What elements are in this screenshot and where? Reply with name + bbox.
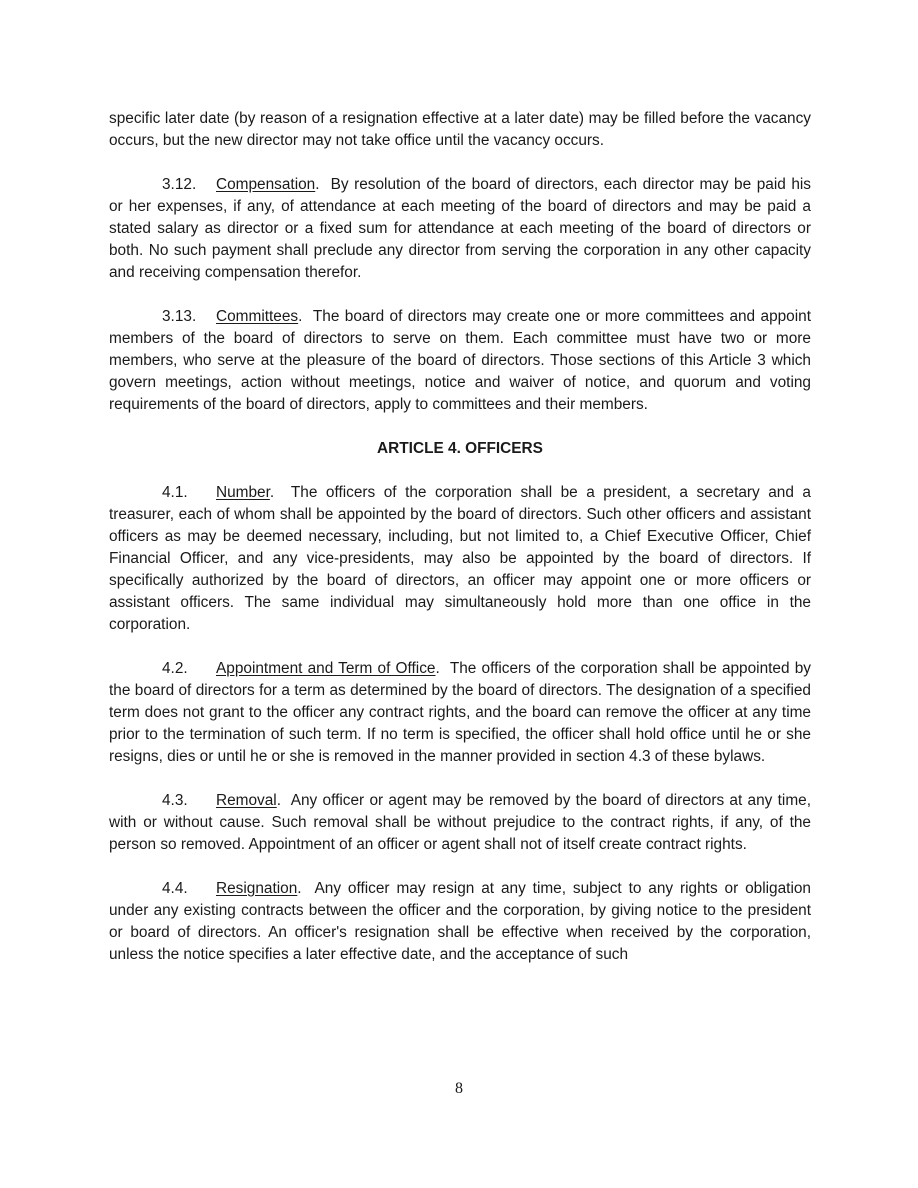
section-number: 4.1. [162,484,188,501]
section-4-3: 4.3. Removal. Any officer or agent may be removed by the board of directors at any time, with or without cause. Such removal shall be without prejudice to the contract rights, if any, of the person so removed. Appointment of an officer or agent shall not of itself create contract rights. [109,792,811,853]
section-text: Any officer or agent may be removed by the board of directors at any time, with or without cause. Such removal shall be without prejudice to the contract rights, if any, of the person so removed. Appointment of an officer or agent shall not of itself create contract rights. [109,792,811,853]
section-heading: Appointment and Term of Office [216,660,436,677]
section-text: The board of directors may create one or more committees and appoint members of the board of directors to serve on them. Each committee must have two or more members, who serve at the pleasure of the board of directors. Those sections of this Article 3 which govern meetings, action without meetings, notice and waiver of notice, and quorum and voting requirements of the board of directors, apply to committees and their members. [109,308,811,413]
section-number: 4.4. [162,880,188,897]
continuation-paragraph: specific later date (by reason of a resignation effective at a later date) may be filled before the vacancy occurs, but the new director may not take office until the vacancy occurs. [109,110,811,149]
section-number: 4.3. [162,792,188,809]
section-4-1: 4.1. Number. The officers of the corporation shall be a president, a secretary and a treasurer, each of whom shall be appointed by the board of directors. Such other officers and assistant officers as may be deemed necessary, including, but not limited to, a Chief Executive Officer, Chief Financial Officer, and any vice-presidents, may also be appointed by the board of directors. If specifically authorized by the board of directors, an officer may appoint one or more officers or assistant officers. The same individual may simultaneously hold more than one office in the corporation. [109,484,811,633]
section-4-4: 4.4. Resignation. Any officer may resign at any time, subject to any rights or obligation under any existing contracts between the officer and the corporation, by giving notice to the president or board of directors. An officer's resignation shall be effective when received by the corporation, unless the notice specifies a later effective date, and the acceptance of such [109,880,811,963]
section-heading: Number [216,484,270,501]
section-text: Any officer may resign at any time, subject to any rights or obligation under any existing contracts between the officer and the corporation, by giving notice to the president or board of directors. An officer's resignation shall be effective when received by the corporation, unless the notice specifies a later effective date, and the acceptance of such [109,880,811,963]
section-number: 3.12. [162,176,197,193]
section-4-2: 4.2. Appointment and Term of Office. The officers of the corporation shall be appointed by the board of directors for a term as determined by the board of directors. The designation of a specified term does not grant to the officer any contract rights, and the board can remove the officer at any time prior to the termination of such term. If no term is specified, the officer shall hold office until he or she resigns, dies or until he or she is removed in the manner provided in section 4.3 of these bylaws. [109,660,811,765]
section-3-13: 3.13. Committees. The board of directors may create one or more committees and appoint members of the board of directors to serve on them. Each committee must have two or more members, who serve at the pleasure of the board of directors. Those sections of this Article 3 which govern meetings, action without meetings, notice and waiver of notice, and quorum and voting requirements of the board of directors, apply to committees and their members. [109,308,811,413]
section-3-12: 3.12. Compensation. By resolution of the board of directors, each director may be paid his or her expenses, if any, of attendance at each meeting of the board of directors and may be paid a stated salary as director or a fixed sum for attendance at each meeting of the board of directors or both. No such payment shall preclude any director from serving the corporation in any other capacity and receiving compensation therefor. [109,176,812,281]
section-number: 4.2. [162,660,188,677]
section-heading: Resignation [216,880,298,897]
section-text: By resolution of the board of directors, each director may be paid his or her expenses, if any, of attendance at each meeting of the board of directors and may be paid a stated salary as director or a fixed sum for attendance at each meeting of the board of directors or both. No such payment shall preclude any director from serving the corporation in any other capacity and receiving compensation therefor. [109,176,812,281]
section-heading: Removal [216,792,277,809]
article-heading: ARTICLE 4. OFFICERS [377,440,543,457]
page-number: 8 [455,1080,463,1097]
section-heading: Committees [216,308,299,325]
section-number: 3.13. [162,308,197,325]
section-heading: Compensation [216,176,316,193]
document-page [109,108,811,988]
section-text: The officers of the corporation shall be appointed by the board of directors for a term as determined by the board of directors. The designation of a specified term does not grant to the officer any contract rights, and the board can remove the officer at any time prior to the termination of such term. If no term is specified, the officer shall hold office until he or she resigns, dies or until he or she is removed in the manner provided in section 4.3 of these bylaws. [109,660,811,765]
section-text: The officers of the corporation shall be a president, a secretary and a treasurer, each of whom shall be appointed by the board of directors. Such other officers and assistant officers as may be deemed necessary, including, but not limited to, a Chief Executive Officer, Chief Financial Officer, and any vice-presidents, may also be appointed by the board of directors. If specifically authorized by the board of directors, an officer may appoint one or more officers or assistant officers. The same individual may simultaneously hold more than one office in the corporation. [109,484,811,633]
